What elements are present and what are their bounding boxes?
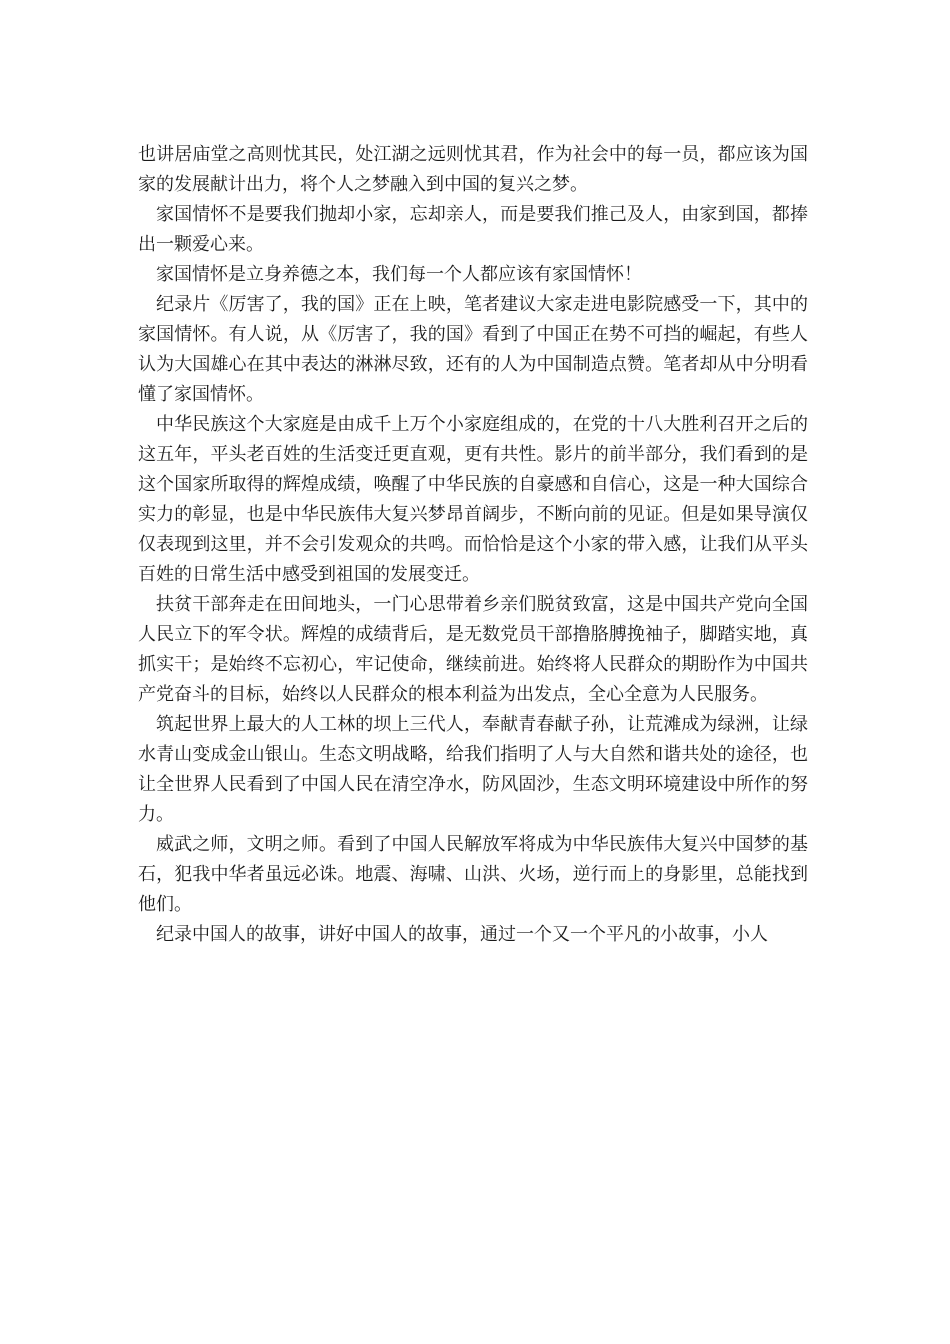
- document-body: [138, 140, 808, 950]
- paragraph-4: 纪录片《厉害了，我的国》正在上映，笔者建议大家走进电影院感受一下，其中的家国情怀。有人说，从《厉害了，我的国》看到了中国正在势不可挡的崛起，有些人认为大国雄心在其中表达的淋淋尽致，还有的人为中国制造点赞。笔者却从中分明看懂了家国情怀。: [138, 294, 808, 405]
- paragraph-9: 纪录中国人的故事，讲好中国人的故事，通过一个又一个平凡的小故事，小人: [156, 924, 768, 945]
- paragraph-2: 家国情怀不是要我们抛却小家，忘却亲人，而是要我们推己及人，由家到国，都捧出一颗爱心来。: [138, 204, 808, 255]
- paragraph-3: 家国情怀是立身养德之本，我们每一个人都应该有家国情怀！: [156, 264, 642, 285]
- paragraph-5: 中华民族这个大家庭是由成千上万个小家庭组成的，在党的十八大胜利召开之后的这五年，平头老百姓的生活变迁更直观，更有共性。影片的前半部分，我们看到的是这个国家所取得的辉煌成绩，唤醒了中华民族的自豪感和自信心，这是一种大国综合实力的彰显，也是中华民族伟大复兴梦昂首阔步，不断向前的见证。但是如果导演仅仅表现到这里，并不会引发观众的共鸣。而恰恰是这个小家的带入感，让我们从平头百姓的日常生活中感受到祖国的发展变迁。: [138, 414, 808, 585]
- paragraph-1: 也讲居庙堂之高则忧其民，处江湖之远则忧其君，作为社会中的每一员，都应该为国家的发展献计出力，将个人之梦融入到中国的复兴之梦。: [138, 144, 808, 195]
- paragraph-7: 筑起世界上最大的人工林的坝上三代人，奉献青春献子孙，让荒滩成为绿洲，让绿水青山变成金山银山。生态文明战略，给我们指明了人与大自然和谐共处的途径，也让全世界人民看到了中国人民在清空净水，防风固沙，生态文明环境建设中所作的努力。: [138, 714, 808, 825]
- paragraph-8: 威武之师，文明之师。看到了中国人民解放军将成为中华民族伟大复兴中国梦的基石，犯我中华者虽远必诛。地震、海啸、山洪、火场，逆行而上的身影里，总能找到他们。: [138, 834, 808, 915]
- paragraph-6: 扶贫干部奔走在田间地头，一门心思带着乡亲们脱贫致富，这是中国共产党向全国人民立下的军令状。辉煌的成绩背后，是无数党员干部撸胳膊挽袖子，脚踏实地，真抓实干；是始终不忘初心，牢记使命，继续前进。始终将人民群众的期盼作为中国共产党奋斗的目标，始终以人民群众的根本利益为出发点，全心全意为人民服务。: [138, 594, 808, 705]
